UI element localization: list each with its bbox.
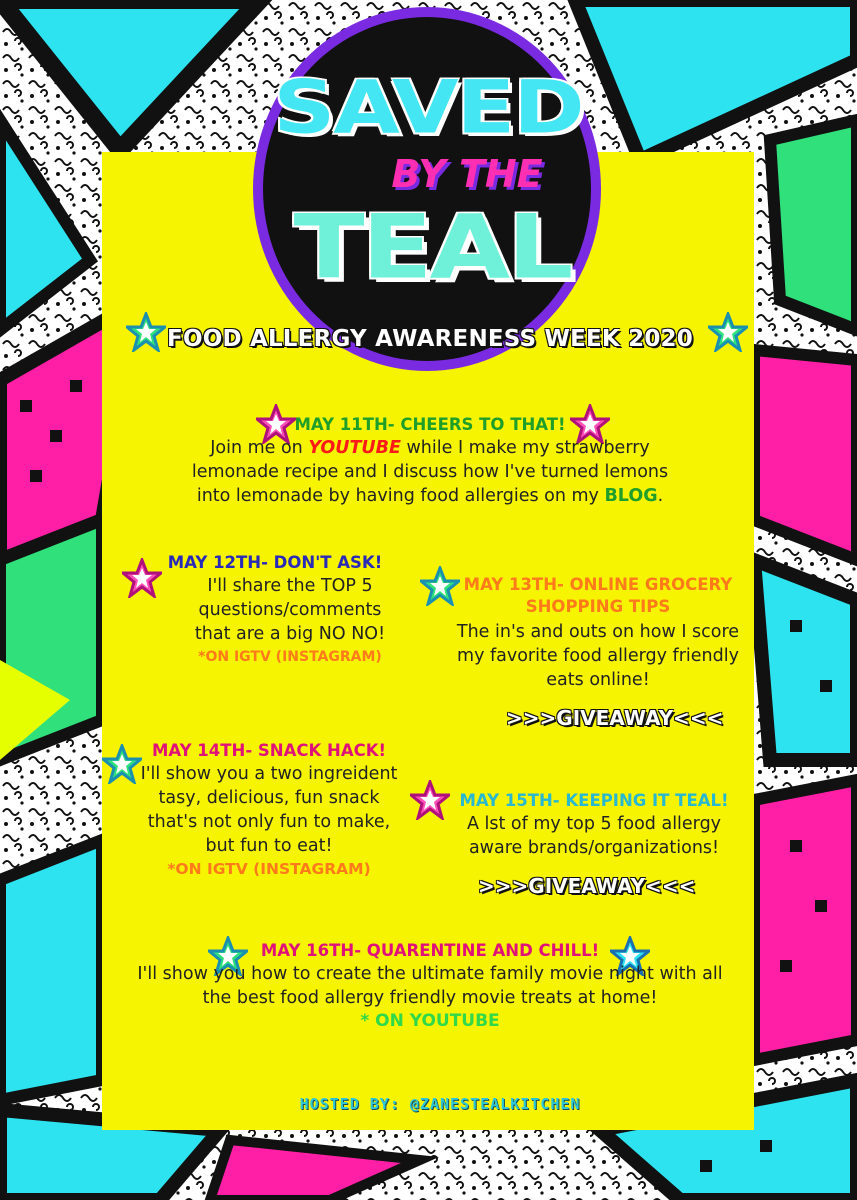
event-title: MAY 11TH- CHEERS TO THAT! — [294, 415, 566, 434]
event-title: MAY 12TH- DON'T ASK! — [167, 553, 383, 572]
event-description: A lst of my top 5 food allergy aware brands/organizations! — [466, 814, 722, 858]
event-may-13 — [448, 574, 748, 692]
event-title: MAY 15TH- KEEPING IT TEAL! — [459, 791, 729, 810]
event-title: MAY 16TH- QUARENTINE AND CHILL! — [260, 941, 600, 960]
youtube-link[interactable]: YOUTUBE — [308, 438, 401, 458]
event-may-12 — [150, 552, 400, 668]
event-may-14 — [138, 740, 400, 880]
logo-text-teal: TEAL — [293, 195, 571, 299]
giveaway-badge: >>>GIVEAWAY<<< — [506, 706, 724, 730]
event-description: I'll show you a two ingreident tasy, delicious, fun snack that's not only fun to make, but fun to eat! — [140, 764, 398, 856]
logo-text-by-the: BY THE — [391, 152, 543, 196]
star-icon — [102, 744, 142, 784]
giveaway-badge: >>>GIVEAWAY<<< — [478, 874, 696, 898]
event-may-15 — [444, 790, 744, 860]
event-title-line1: MAY 13TH- ONLINE GROCERY — [463, 575, 733, 594]
event-description: The in's and outs on how I score my favorite food allergy friendly eats online! — [456, 622, 740, 690]
event-description: Join me on YOUTUBE while I make my strawberry lemonade recipe and I discuss how I've turned lemons into lemonade by having food allergies on my BLOG. — [191, 438, 669, 506]
hosted-by-credit: HOSTED BY: @ZANESTEALKITCHEN — [299, 1095, 581, 1113]
logo-text-saved: SAVED — [273, 65, 583, 151]
event-description: I'll show you how to create the ultimate family movie night with all the best food allergy friendly movie treats at home! — [137, 964, 723, 1008]
headline: FOOD ALLERGY AWARENESS WEEK 2020 — [167, 326, 693, 352]
event-note: * ON YOUTUBE — [360, 1011, 500, 1031]
event-may-16 — [130, 940, 730, 1032]
event-may-11 — [170, 414, 690, 508]
event-title: MAY 14TH- SNACK HACK! — [151, 741, 387, 760]
saved-by-the-teal-logo — [247, 5, 609, 375]
event-title-line2: SHOPPING TIPS — [525, 597, 671, 616]
star-icon — [126, 312, 166, 352]
event-note: *ON IGTV (INSTAGRAM) — [198, 649, 382, 665]
event-description: I'll share the TOP 5 questions/comments that are a big NO NO! — [194, 576, 386, 644]
blog-link[interactable]: BLOG — [604, 486, 658, 506]
event-note: *ON IGTV (INSTAGRAM) — [167, 860, 371, 878]
star-icon — [708, 312, 748, 352]
